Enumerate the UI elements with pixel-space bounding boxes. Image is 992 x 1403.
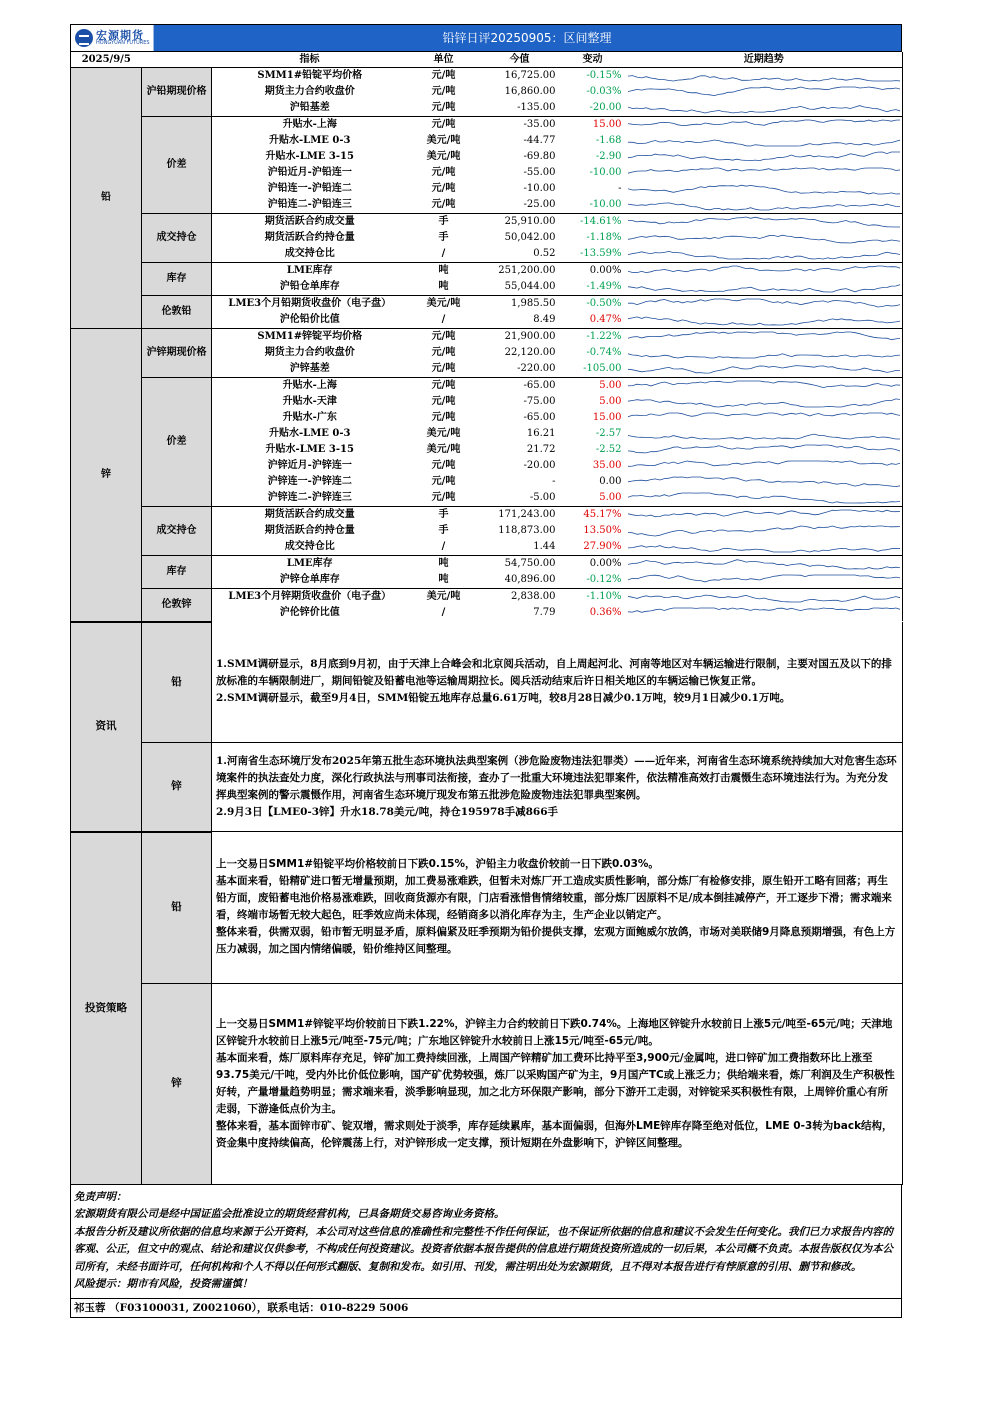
strategy-lead-text: 上一交易日SMM1#铅锭平均价格较前日下跌0.15%，沪铅主力收盘价较前一日下跌0.03%。 基本面来看，铅精矿进口暂无增量预期，加工费易涨难跌，但暂未对炼厂开工造成实质性影响，部分炼厂有检修安排，原生铅开工略有回落；再生铅方面，废铅蓄电池价格易涨难跌，回收商货源亦有限，门店看涨惜售情绪较重，部分炼厂因原料不足/成本倒挂减停产，开工逐步下滑；需求端来看，终端市场暂无较大起色，旺季效应尚未体现，经销商多以消化库存为主，生产企业以销定产。 整体来看，供需双弱，铅市暂无明显矛盾，原料偏紧及旺季预期为铅价提供支撑，宏观方面鲍威尔放鸽，市场对美联储9月降息预期增强，有色上方压力减弱，加之国内情绪偏暖，铅价维持区间整理。 bbox=[212, 832, 903, 983]
indicator-change: -1.68 bbox=[595, 135, 622, 146]
report-header bbox=[70, 24, 902, 52]
table-row bbox=[71, 378, 903, 395]
trend-sparkline bbox=[628, 524, 901, 538]
trend-sparkline bbox=[628, 69, 901, 83]
indicator-change: 15.00 bbox=[592, 412, 622, 423]
category-label: 伦敦锌 bbox=[142, 589, 212, 622]
logo-cn-text: 宏源期货 bbox=[96, 29, 144, 42]
indicator-value: 55,044.00 bbox=[504, 281, 556, 292]
strategy-table bbox=[70, 832, 903, 1185]
indicator-unit: 手 bbox=[408, 214, 480, 231]
table-row bbox=[71, 214, 903, 231]
trend-sparkline bbox=[628, 134, 901, 148]
indicator-unit: 元/吨 bbox=[408, 68, 480, 85]
indicator-value: 1,985.50 bbox=[480, 296, 560, 313]
trend-cell bbox=[626, 458, 903, 474]
indicator-name: LME3个月锌期货收盘价（电子盘） bbox=[212, 589, 408, 606]
indicator-unit: / bbox=[441, 541, 446, 552]
disclaimer-heading: 免责声明： bbox=[74, 1190, 127, 1203]
indicator-unit: 手 bbox=[438, 525, 449, 536]
indicator-value: -25.00 bbox=[523, 199, 556, 210]
indicator-name: 升贴水-LME 3-15 bbox=[265, 444, 354, 455]
indicator-change: -1.22% bbox=[560, 329, 626, 346]
disclaimer bbox=[70, 1185, 902, 1299]
indicator-unit: 手 bbox=[438, 232, 449, 243]
indicator-name: 升贴水-上海 bbox=[212, 378, 408, 395]
indicator-value: -135.00 bbox=[517, 102, 556, 113]
logo-mark-icon bbox=[75, 29, 93, 47]
indicator-unit: 元/吨 bbox=[408, 378, 480, 395]
indicator-change: 0.47% bbox=[589, 314, 622, 325]
table-row bbox=[71, 263, 903, 280]
indicator-change: -1.18% bbox=[586, 232, 622, 243]
report-date: 2025/9/5 bbox=[71, 52, 142, 68]
report-page bbox=[70, 24, 902, 1318]
col-indicator: 指标 bbox=[212, 52, 408, 68]
trend-sparkline bbox=[628, 215, 901, 229]
indicator-unit: 元/吨 bbox=[431, 167, 456, 178]
trend-sparkline bbox=[628, 330, 901, 344]
indicator-value: -5.00 bbox=[529, 492, 556, 503]
table-row bbox=[71, 329, 903, 346]
category-label: 库存 bbox=[142, 263, 212, 296]
trend-cell bbox=[626, 149, 903, 165]
indicator-change: 0.00% bbox=[560, 263, 626, 280]
indicator-table bbox=[70, 52, 903, 622]
indicator-unit: 元/吨 bbox=[431, 460, 456, 471]
trend-cell bbox=[626, 539, 903, 556]
indicator-unit: 手 bbox=[408, 507, 480, 524]
indicator-change: - bbox=[618, 183, 622, 194]
indicator-change: -10.00 bbox=[589, 167, 622, 178]
indicator-unit: 元/吨 bbox=[431, 476, 456, 487]
indicator-value: 16.21 bbox=[526, 428, 556, 439]
indicator-unit: 美元/吨 bbox=[408, 589, 480, 606]
indicator-unit: 元/吨 bbox=[431, 412, 456, 423]
trend-cell bbox=[626, 68, 903, 85]
trend-sparkline bbox=[628, 264, 901, 278]
table-row bbox=[71, 556, 903, 573]
indicator-value: 21,900.00 bbox=[480, 329, 560, 346]
indicator-value: 171,243.00 bbox=[480, 507, 560, 524]
indicator-name: 升贴水-LME 3-15 bbox=[265, 151, 354, 162]
indicator-name: LME库存 bbox=[212, 556, 408, 573]
indicator-value: -75.00 bbox=[523, 396, 556, 407]
trend-cell bbox=[626, 378, 903, 395]
news-zinc-label: 锌 bbox=[142, 742, 212, 831]
trend-cell bbox=[626, 230, 903, 246]
category-label: 沪铅期现价格 bbox=[142, 68, 212, 117]
strategy-lead-label: 铅 bbox=[142, 832, 212, 983]
indicator-value: -220.00 bbox=[517, 363, 556, 374]
trend-cell bbox=[626, 572, 903, 589]
indicator-change: -2.57 bbox=[595, 428, 622, 439]
trend-sparkline bbox=[628, 590, 901, 604]
trend-sparkline bbox=[628, 198, 901, 212]
indicator-value: -10.00 bbox=[523, 183, 556, 194]
indicator-name: 升贴水-LME 0-3 bbox=[269, 428, 351, 439]
disclaimer-p1: 宏源期货有限公司是经中国证监会批准设立的期货经营机构，已具备期货交易咨询业务资格。 bbox=[74, 1208, 505, 1220]
indicator-value: 0.52 bbox=[533, 248, 556, 259]
col-change: 变动 bbox=[560, 52, 626, 68]
indicator-value: 16,725.00 bbox=[480, 68, 560, 85]
indicator-unit: 元/吨 bbox=[431, 396, 456, 407]
trend-sparkline bbox=[628, 573, 901, 587]
indicator-value: -65.00 bbox=[480, 378, 560, 395]
category-label: 伦敦铅 bbox=[142, 296, 212, 329]
indicator-value: -20.00 bbox=[523, 460, 556, 471]
trend-cell bbox=[626, 263, 903, 280]
indicator-change: 0.00% bbox=[560, 556, 626, 573]
trend-sparkline bbox=[628, 411, 901, 425]
category-label: 成交持仓 bbox=[142, 507, 212, 556]
indicator-unit: 美元/吨 bbox=[426, 428, 461, 439]
trend-cell bbox=[626, 442, 903, 458]
indicator-name: 沪锌连一-沪锌连二 bbox=[267, 476, 352, 487]
indicator-value: -44.77 bbox=[523, 135, 556, 146]
table-header-row bbox=[71, 52, 903, 68]
indicator-name: 沪铅近月-沪铅连一 bbox=[267, 167, 352, 178]
trend-sparkline bbox=[628, 557, 901, 571]
indicator-unit: 元/吨 bbox=[431, 492, 456, 503]
indicator-change: 0.36% bbox=[589, 607, 622, 618]
indicator-change: -0.12% bbox=[586, 574, 622, 585]
indicator-name: 升贴水-天津 bbox=[282, 396, 337, 407]
indicator-name: 期货活跃合约成交量 bbox=[212, 214, 408, 231]
indicator-name: SMM1#锌锭平均价格 bbox=[212, 329, 408, 346]
table-row bbox=[71, 117, 903, 134]
indicator-value: 8.49 bbox=[533, 314, 556, 325]
category-label: 沪锌期现价格 bbox=[142, 329, 212, 378]
trend-cell bbox=[626, 523, 903, 539]
indicator-unit: 元/吨 bbox=[431, 86, 456, 97]
indicator-change: -1.10% bbox=[560, 589, 626, 606]
col-unit: 单位 bbox=[408, 52, 480, 68]
trend-sparkline bbox=[628, 182, 901, 196]
indicator-unit: / bbox=[441, 248, 446, 259]
trend-cell bbox=[626, 246, 903, 263]
indicator-value: 7.79 bbox=[533, 607, 556, 618]
indicator-value: 54,750.00 bbox=[480, 556, 560, 573]
indicator-change: -105.00 bbox=[583, 363, 622, 374]
trend-cell bbox=[626, 312, 903, 329]
trend-cell bbox=[626, 197, 903, 214]
indicator-name: 成交持仓比 bbox=[284, 541, 335, 552]
trend-sparkline bbox=[628, 166, 901, 180]
category-label: 价差 bbox=[142, 378, 212, 507]
indicator-value: 16,860.00 bbox=[504, 86, 556, 97]
indicator-unit: 元/吨 bbox=[431, 347, 456, 358]
table-row bbox=[71, 296, 903, 313]
indicator-name: 沪铅连二-沪铅连三 bbox=[267, 199, 352, 210]
indicator-change: 13.50% bbox=[583, 525, 622, 536]
indicator-name: 升贴水-上海 bbox=[212, 117, 408, 134]
news-lead-label: 铅 bbox=[142, 622, 212, 742]
indicator-unit: / bbox=[441, 314, 446, 325]
indicator-unit: 美元/吨 bbox=[426, 151, 461, 162]
indicator-name: 沪伦铅价比值 bbox=[279, 314, 340, 325]
indicator-value: -69.80 bbox=[523, 151, 556, 162]
indicator-name: 期货主力合约收盘价 bbox=[264, 347, 355, 358]
indicator-name: 期货活跃合约成交量 bbox=[212, 507, 408, 524]
trend-cell bbox=[626, 361, 903, 378]
indicator-value: 2,838.00 bbox=[480, 589, 560, 606]
indicator-change: 5.00 bbox=[560, 378, 626, 395]
indicator-name: SMM1#铅锭平均价格 bbox=[212, 68, 408, 85]
trend-cell bbox=[626, 426, 903, 442]
indicator-unit: 吨 bbox=[438, 574, 449, 585]
trend-sparkline bbox=[628, 231, 901, 245]
indicator-name: 升贴水-LME 0-3 bbox=[269, 135, 351, 146]
col-trend: 近期趋势 bbox=[626, 52, 903, 68]
trend-cell bbox=[626, 507, 903, 524]
category-label: 价差 bbox=[142, 117, 212, 214]
trend-cell bbox=[626, 117, 903, 134]
company-logo bbox=[71, 25, 154, 51]
indicator-value: -35.00 bbox=[480, 117, 560, 134]
trend-cell bbox=[626, 589, 903, 606]
trend-sparkline bbox=[628, 395, 901, 409]
indicator-name: 沪铅基差 bbox=[289, 102, 330, 113]
indicator-change: -13.59% bbox=[579, 248, 622, 259]
indicator-name: 沪铅连一-沪铅连二 bbox=[267, 183, 352, 194]
trend-cell bbox=[626, 214, 903, 231]
category-label: 库存 bbox=[142, 556, 212, 589]
strategy-group-label: 投资策略 bbox=[71, 832, 142, 1184]
indicator-change: -0.74% bbox=[586, 347, 622, 358]
trend-cell bbox=[626, 181, 903, 197]
metal-group-zinc: 锌 bbox=[71, 329, 142, 622]
indicator-change: -2.52 bbox=[595, 444, 622, 455]
indicator-value: 21.72 bbox=[526, 444, 556, 455]
logo-en-text: HONGYUAN FUTURES bbox=[96, 40, 150, 46]
trend-sparkline bbox=[628, 475, 901, 489]
indicator-change: -2.90 bbox=[595, 151, 622, 162]
trend-sparkline bbox=[628, 362, 901, 376]
indicator-unit: 吨 bbox=[408, 263, 480, 280]
disclaimer-p2: 本报告分析及建议所依据的信息均来源于公开资料，本公司对这些信息的准确性和完整性不作任何保证，也不保证所依据的信息和建议不会发生任何变化。我们已力求报告内容的客观、公正，但文中的观点、结论和建议仅供参考，不构成任何投资建议。投资者依据本报告提供的信息进行期货投资所造成的一切后果，本公司概不负责。本报告版权仅为本公司所有，未经书面许可，任何机构和个人不得以任何形式翻版、复制和发布。如引用、刊发，需注明出处为宏源期货，且不得对本报告进行有悖原意的引用、删节和修改。 bbox=[74, 1225, 893, 1273]
indicator-unit: 元/吨 bbox=[431, 183, 456, 194]
indicator-change: 0.00 bbox=[599, 476, 622, 487]
trend-sparkline bbox=[628, 427, 901, 441]
trend-sparkline bbox=[628, 346, 901, 360]
trend-sparkline bbox=[628, 101, 901, 115]
trend-sparkline bbox=[628, 443, 901, 457]
trend-cell bbox=[626, 410, 903, 426]
indicator-value: 22,120.00 bbox=[504, 347, 556, 358]
indicator-value: 50,042.00 bbox=[504, 232, 556, 243]
indicator-unit: 元/吨 bbox=[408, 329, 480, 346]
indicator-value: 251,200.00 bbox=[480, 263, 560, 280]
trend-sparkline bbox=[628, 313, 901, 327]
metal-group-lead: 铅 bbox=[71, 68, 142, 329]
trend-sparkline bbox=[628, 540, 901, 554]
indicator-name: 期货活跃合约持仓量 bbox=[264, 525, 355, 536]
report-title: 铅锌日评20250905：区间整理 bbox=[442, 31, 612, 45]
indicator-value: - bbox=[552, 476, 556, 487]
trend-cell bbox=[626, 133, 903, 149]
indicator-name: 期货活跃合约持仓量 bbox=[264, 232, 355, 243]
news-group-label: 资讯 bbox=[71, 622, 142, 831]
trend-cell bbox=[626, 556, 903, 573]
trend-sparkline bbox=[628, 297, 901, 311]
trend-sparkline bbox=[628, 606, 901, 620]
indicator-unit: 美元/吨 bbox=[426, 444, 461, 455]
strategy-zinc-text: 上一交易日SMM1#锌锭平均价较前日下跌1.22%，沪锌主力合约较前日下跌0.74%。上海地区锌锭升水较前日上涨5元/吨至-65元/吨；天津地区锌锭升水较前日上涨5元/吨至-75元/吨；广东地区锌锭升水较前日上涨15元/吨至-65元/吨。 基本面来看，炼厂原料库存充足，锌矿加工费持续回涨，上周国产锌精矿加工费环比持平至3,900元/金属吨，进口锌矿加工费指数环比上涨至93.75美元/干吨，受内外比价低位影响，国产矿优势较强，炼厂以采购国产矿为主，9月国产TC或上涨乏力；供给端来看，炼厂利润及生产积极性好转，产量增量趋势明显；需求端来看，淡季影响显现，加之北方环保限产影响，部分下游开工走弱，对锌锭采买积极性有限，上周锌价重心有所走弱，下游逢低点价为主。 整体来看，基本面锌市矿、锭双增，需求则处于淡季，库存延续累库，基本面偏弱，但海外LME锌库存降至绝对低位，LME 0-3转为back结构，资金集中度持续偏高，伦锌震荡上行，对沪锌形成一定支撑，预计短期在外盘影响下，沪锌区间整理。 bbox=[216, 1017, 895, 1149]
indicator-change: -10.00 bbox=[589, 199, 622, 210]
table-row bbox=[71, 507, 903, 524]
col-value: 今值 bbox=[480, 52, 560, 68]
indicator-unit: 美元/吨 bbox=[408, 296, 480, 313]
indicator-unit: 元/吨 bbox=[431, 363, 456, 374]
indicator-name: LME3个月铅期货收盘价（电子盘） bbox=[212, 296, 408, 313]
indicator-unit: / bbox=[441, 607, 446, 618]
indicator-name: 沪锌基差 bbox=[289, 363, 330, 374]
indicator-change: 15.00 bbox=[560, 117, 626, 134]
indicator-value: 40,896.00 bbox=[504, 574, 556, 585]
indicator-name: 沪锌连二-沪锌连三 bbox=[267, 492, 352, 503]
indicator-unit: 吨 bbox=[408, 556, 480, 573]
indicator-unit: 美元/吨 bbox=[426, 135, 461, 146]
trend-sparkline bbox=[628, 118, 901, 132]
trend-cell bbox=[626, 474, 903, 490]
trend-sparkline bbox=[628, 150, 901, 164]
trend-sparkline bbox=[628, 491, 901, 505]
trend-cell bbox=[626, 84, 903, 100]
news-zinc-text: 1.河南省生态环境厅发布2025年第五批生态环境执法典型案例（涉危险废物违法犯罪类）——近年来，河南省生态环境系统持续加大对危害生态环境案件的执法查处力度，深化行政执法与刑事司法衔接，查办了一批重大环境违法犯罪案件，依法精准高效打击震慑生态环境违法行为。为充分发挥典型案例的警示震慑作用，河南省生态环境厅现发布第五批涉危险废物违法犯罪典型案例。 2.9月3日【LME0-3锌】升水18.78美元/吨，持仓195978手减866手 bbox=[216, 754, 897, 818]
category-label: 成交持仓 bbox=[142, 214, 212, 263]
indicator-name: 沪伦锌价比值 bbox=[279, 607, 340, 618]
trend-cell bbox=[626, 279, 903, 296]
indicator-value: -55.00 bbox=[523, 167, 556, 178]
analyst-contact: 祁玉蓉 （F03100031, Z0021060），联系电话：010-8229 5006 bbox=[70, 1299, 902, 1318]
trend-sparkline bbox=[628, 247, 901, 261]
indicator-change: -20.00 bbox=[589, 102, 622, 113]
trend-cell bbox=[626, 329, 903, 346]
indicator-value: 1.44 bbox=[533, 541, 556, 552]
disclaimer-p3: 风险提示：期市有风险，投资需谨慎！ bbox=[74, 1278, 253, 1290]
trend-cell bbox=[626, 165, 903, 181]
indicator-name: 期货主力合约收盘价 bbox=[264, 86, 355, 97]
trend-sparkline bbox=[628, 85, 901, 99]
indicator-change: -0.15% bbox=[560, 68, 626, 85]
strategy-zinc-label: 锌 bbox=[142, 983, 212, 1184]
trend-cell bbox=[626, 296, 903, 313]
indicator-change: -1.49% bbox=[586, 281, 622, 292]
indicator-change: 27.90% bbox=[583, 541, 622, 552]
indicator-change: -14.61% bbox=[560, 214, 626, 231]
indicator-name: 沪锌近月-沪锌连一 bbox=[267, 460, 352, 471]
trend-sparkline bbox=[628, 379, 901, 393]
indicator-unit: 元/吨 bbox=[431, 199, 456, 210]
indicator-name: LME库存 bbox=[212, 263, 408, 280]
trend-cell bbox=[626, 345, 903, 361]
indicator-name: 升贴水-广东 bbox=[282, 412, 337, 423]
indicator-value: 25,910.00 bbox=[480, 214, 560, 231]
indicator-value: 118,873.00 bbox=[498, 525, 556, 536]
indicator-change: 5.00 bbox=[599, 396, 622, 407]
indicator-name: 沪铅仓单库存 bbox=[279, 281, 340, 292]
indicator-change: 45.17% bbox=[560, 507, 626, 524]
indicator-change: 35.00 bbox=[592, 460, 622, 471]
news-lead-text: 1.SMM调研显示，8月底到9月初，由于天津上合峰会和北京阅兵活动，自上周起河北、河南等地区对车辆运输进行限制，主要对国五及以下的排放标准的车辆限制进厂，期间铅锭及铅蓄电池等运输周期拉长。阅兵活动结束后许日相关地区的车辆运输已恢复正常。 2.SMM调研显示，截至9月4日，SMM铅锭五地库存总量6.61万吨，较8月28日减少0.1万吨，较9月1日减少0.1万吨。 bbox=[212, 622, 903, 742]
indicator-unit: 元/吨 bbox=[408, 117, 480, 134]
trend-cell bbox=[626, 100, 903, 117]
trend-sparkline bbox=[628, 508, 901, 522]
trend-cell bbox=[626, 605, 903, 621]
indicator-value: -65.00 bbox=[523, 412, 556, 423]
trend-cell bbox=[626, 490, 903, 507]
table-row bbox=[71, 68, 903, 85]
indicator-unit: 吨 bbox=[438, 281, 449, 292]
indicator-name: 成交持仓比 bbox=[284, 248, 335, 259]
indicator-name: 沪锌仓单库存 bbox=[279, 574, 340, 585]
news-table bbox=[70, 622, 903, 832]
table-row bbox=[71, 589, 903, 606]
indicator-change: -0.50% bbox=[560, 296, 626, 313]
trend-sparkline bbox=[628, 459, 901, 473]
indicator-change: 5.00 bbox=[599, 492, 622, 503]
trend-cell bbox=[626, 394, 903, 410]
indicator-change: -0.03% bbox=[586, 86, 622, 97]
trend-sparkline bbox=[628, 280, 901, 294]
indicator-unit: 元/吨 bbox=[431, 102, 456, 113]
